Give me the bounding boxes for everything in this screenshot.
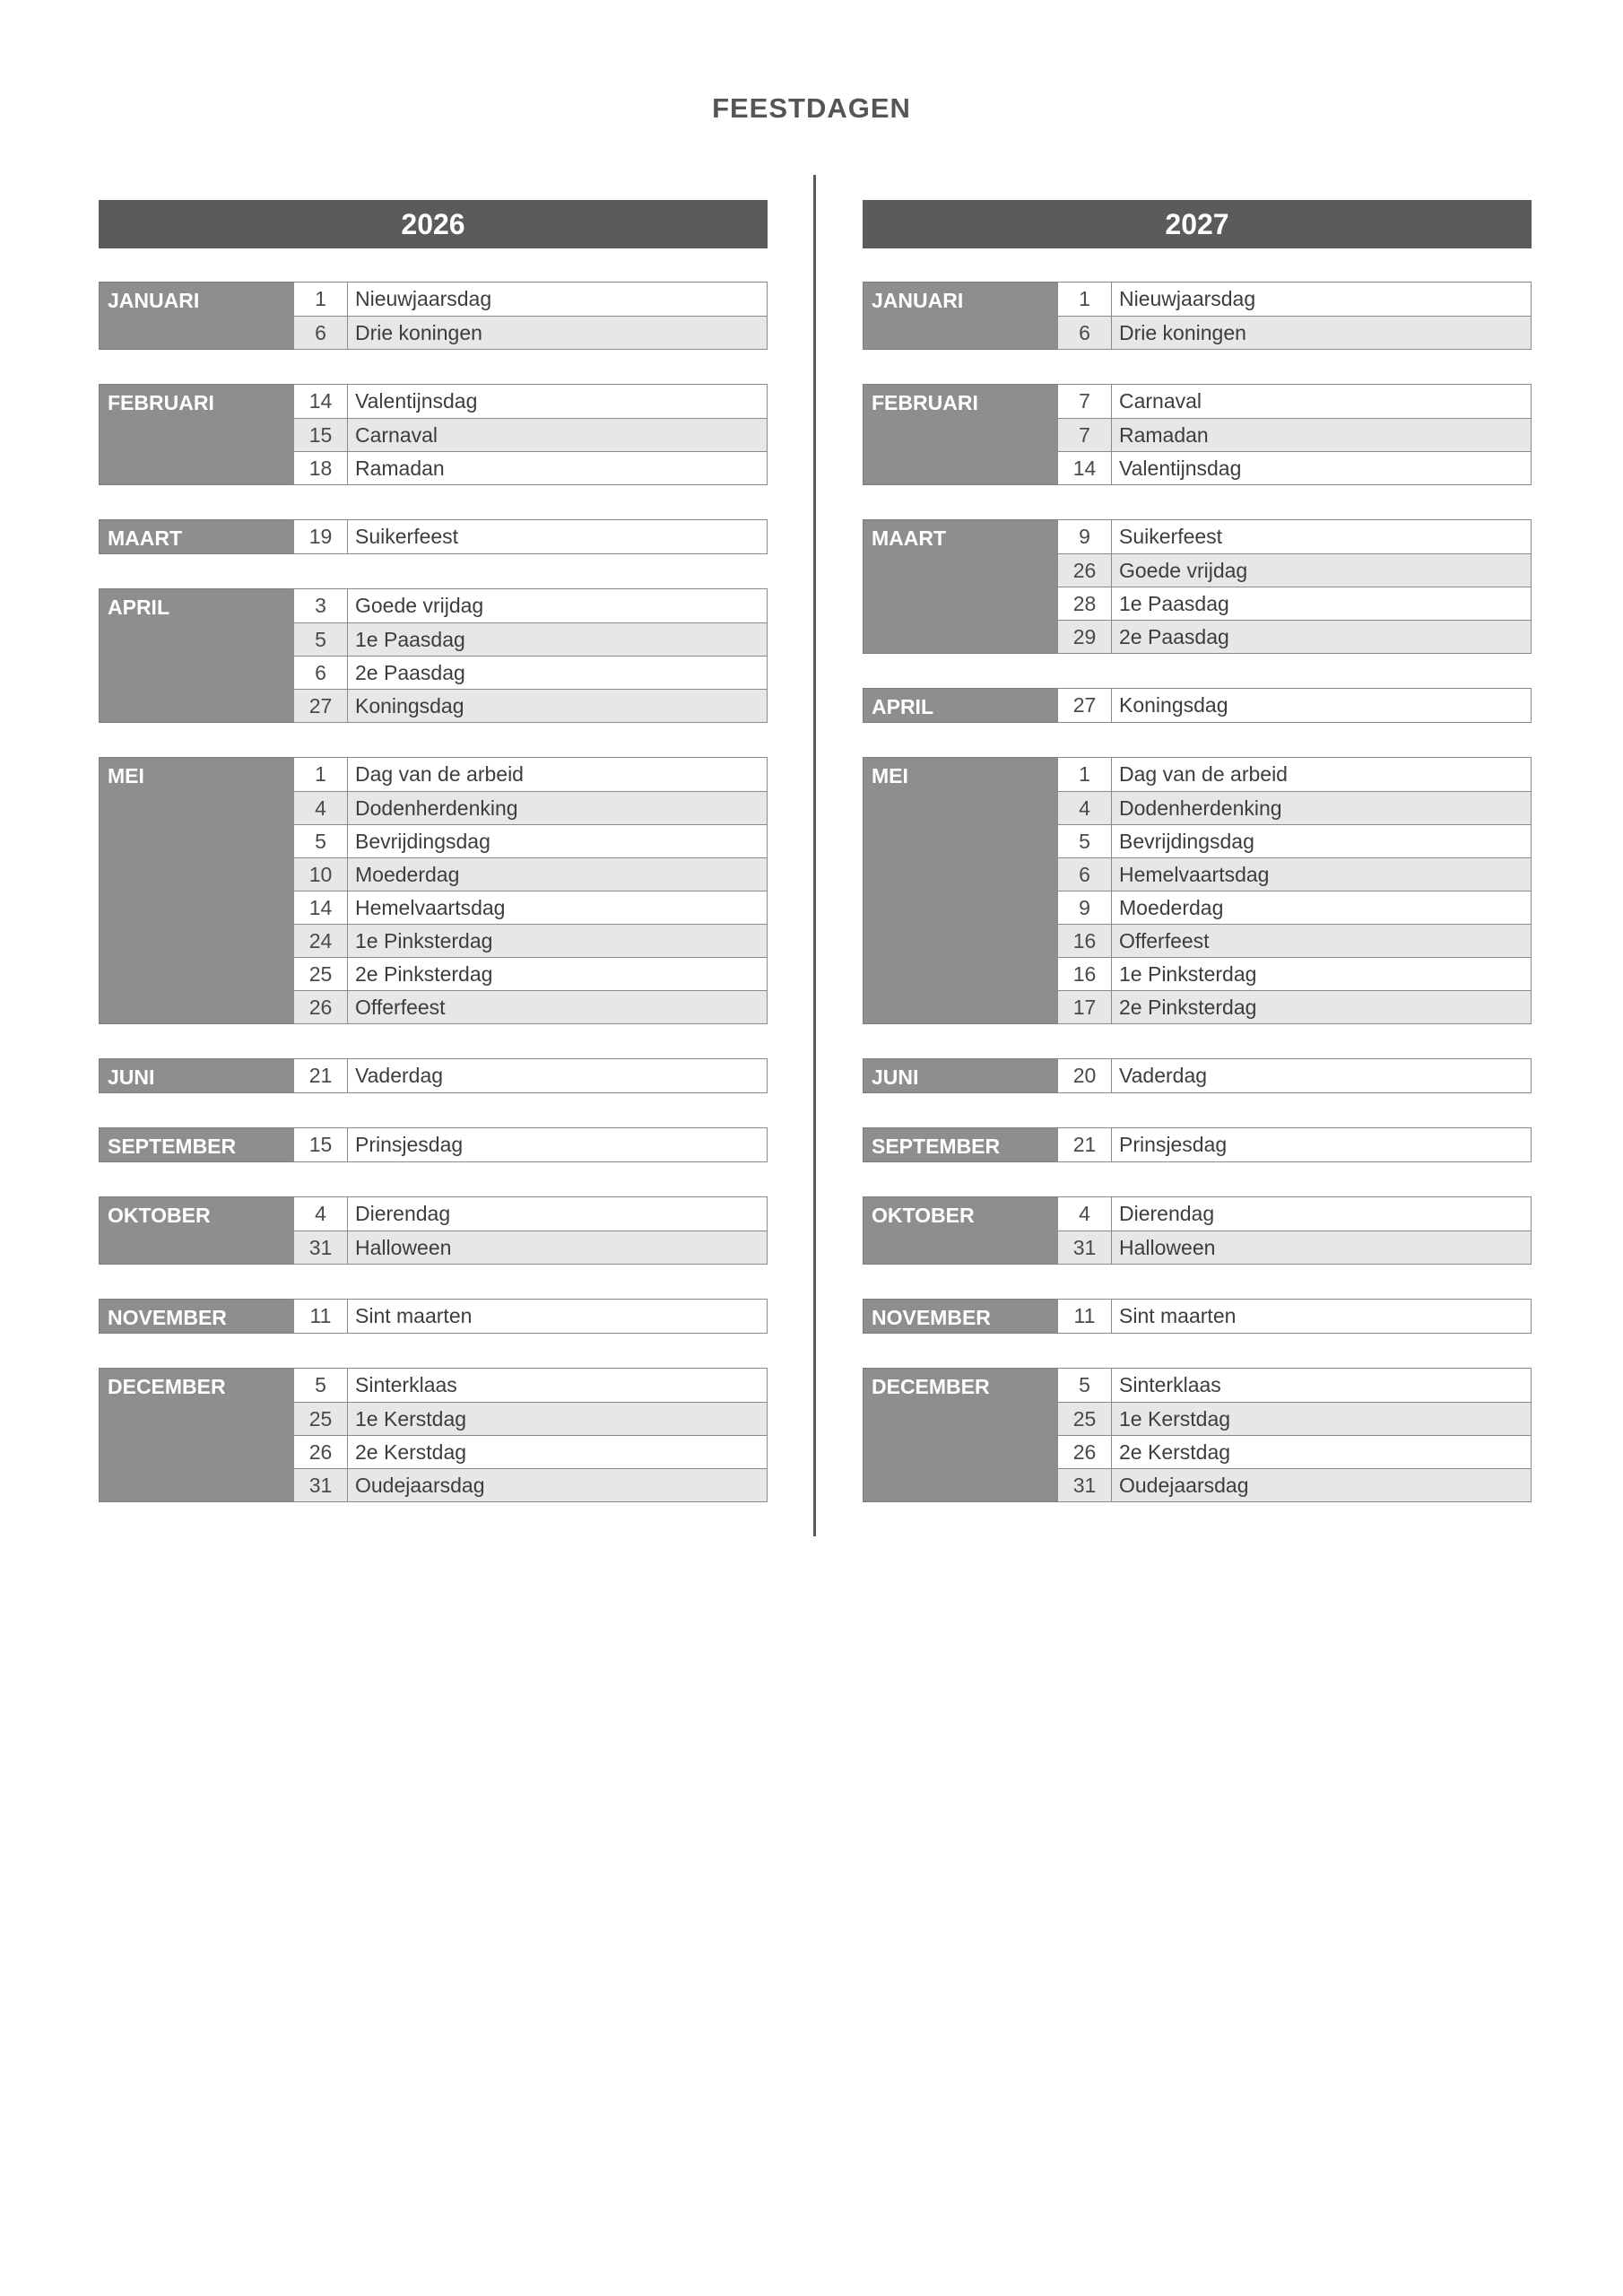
- month-block: [99, 1058, 768, 1093]
- month-list: [863, 282, 1532, 1502]
- holiday-row: [1058, 791, 1531, 824]
- holiday-name: 2e Paasdag: [1119, 624, 1229, 648]
- holiday-day: 5: [294, 825, 348, 857]
- holiday-name: Drie koningen: [1119, 320, 1246, 344]
- holiday-row: [294, 824, 767, 857]
- holiday-name: 1e Paasdag: [355, 627, 465, 651]
- holiday-row: [294, 520, 767, 553]
- month-name: FEBRUARI: [99, 384, 293, 485]
- holiday-name: Drie koningen: [355, 320, 482, 344]
- holiday-name: Halloween: [1119, 1235, 1216, 1259]
- holiday-table: [293, 1196, 768, 1265]
- holiday-row: [1058, 283, 1531, 316]
- holiday-row: [1058, 857, 1531, 891]
- month-block: [99, 519, 768, 554]
- holiday-row: [294, 1128, 767, 1161]
- holiday-day: 29: [1058, 621, 1112, 653]
- holiday-day: 18: [294, 452, 348, 484]
- holiday-row: [294, 1468, 767, 1501]
- holiday-table: [293, 1127, 768, 1162]
- holiday-day: 31: [1058, 1231, 1112, 1264]
- year-column-right: [863, 200, 1532, 1536]
- holiday-name: 2e Kerstdag: [1119, 1439, 1231, 1464]
- month-block: [863, 1196, 1532, 1265]
- holiday-day: 26: [294, 991, 348, 1023]
- holiday-table: [1057, 282, 1532, 350]
- month-name: OKTOBER: [99, 1196, 293, 1265]
- holiday-name: 1e Pinksterdag: [1119, 961, 1257, 986]
- holiday-name: Valentijnsdag: [1119, 456, 1242, 480]
- holiday-name: Dierendag: [1119, 1202, 1215, 1225]
- holiday-day: 6: [1058, 858, 1112, 891]
- holiday-row: [294, 1435, 767, 1468]
- holiday-table: [293, 757, 768, 1024]
- holiday-row: [294, 656, 767, 689]
- holiday-name: Vaderdag: [355, 1064, 444, 1087]
- holiday-day: 6: [1058, 317, 1112, 349]
- holiday-name: Ramadan: [355, 456, 445, 480]
- month-name: DECEMBER: [99, 1368, 293, 1502]
- holiday-table: [293, 384, 768, 485]
- holiday-name: Prinsjesdag: [355, 1133, 464, 1156]
- holiday-row: [1058, 957, 1531, 990]
- holiday-day: 24: [294, 925, 348, 957]
- holiday-row: [1058, 891, 1531, 924]
- holiday-table: [1057, 1368, 1532, 1502]
- holiday-name: Moederdag: [355, 862, 460, 886]
- holiday-day: 5: [294, 1369, 348, 1402]
- holiday-name: 1e Kerstdag: [355, 1406, 467, 1431]
- holiday-name: Halloween: [355, 1235, 452, 1259]
- holiday-name: Sint maarten: [355, 1304, 473, 1327]
- holiday-day: 19: [294, 520, 348, 553]
- holiday-table: [1057, 1196, 1532, 1265]
- holiday-day: 1: [1058, 758, 1112, 791]
- holiday-name: Koningsdag: [355, 693, 464, 718]
- holiday-row: [294, 891, 767, 924]
- month-block: [863, 1299, 1532, 1334]
- holiday-day: 14: [294, 891, 348, 924]
- holiday-day: 28: [1058, 587, 1112, 620]
- holiday-table: [1057, 1299, 1532, 1334]
- month-block: [99, 1127, 768, 1162]
- holiday-day: 1: [294, 758, 348, 791]
- month-name: JANUARI: [863, 282, 1057, 350]
- holiday-name: Prinsjesdag: [1119, 1133, 1228, 1156]
- holiday-name: Dodenherdenking: [1119, 796, 1282, 820]
- holiday-row: [1058, 1059, 1531, 1092]
- holiday-name: Nieuwjaarsdag: [1119, 287, 1256, 310]
- holiday-row: [294, 316, 767, 349]
- holiday-day: 4: [294, 792, 348, 824]
- holiday-day: 26: [1058, 554, 1112, 587]
- holiday-row: [1058, 1197, 1531, 1231]
- holiday-day: 26: [294, 1436, 348, 1468]
- holiday-row: [1058, 1369, 1531, 1402]
- holiday-table: [293, 1299, 768, 1334]
- holiday-day: 7: [1058, 419, 1112, 451]
- holiday-row: [294, 1197, 767, 1231]
- page-title: FEESTDAGEN: [712, 92, 911, 124]
- holiday-name: Goede vrijdag: [355, 594, 484, 617]
- holiday-name: Dag van de arbeid: [1119, 762, 1288, 786]
- month-name: FEBRUARI: [863, 384, 1057, 485]
- holiday-table: [1057, 1058, 1532, 1093]
- holiday-name: 1e Pinksterdag: [355, 928, 493, 952]
- month-block: [99, 588, 768, 723]
- month-block: [863, 384, 1532, 485]
- holiday-row: [294, 758, 767, 791]
- holiday-name: 2e Kerstdag: [355, 1439, 467, 1464]
- holiday-row: [294, 857, 767, 891]
- holiday-row: [1058, 553, 1531, 587]
- holiday-day: 20: [1058, 1059, 1112, 1092]
- holiday-row: [1058, 990, 1531, 1023]
- holiday-row: [1058, 758, 1531, 791]
- holiday-row: [294, 418, 767, 451]
- month-name: APRIL: [863, 688, 1057, 723]
- holiday-table: [293, 282, 768, 350]
- month-name: MEI: [99, 757, 293, 1024]
- holiday-name: Goede vrijdag: [1119, 558, 1248, 582]
- holiday-name: Sinterklaas: [355, 1373, 457, 1396]
- month-name: NOVEMBER: [863, 1299, 1057, 1334]
- year-header: 2027: [863, 200, 1532, 248]
- holiday-table: [1057, 519, 1532, 654]
- holiday-row: [294, 1402, 767, 1435]
- holiday-row: [1058, 689, 1531, 722]
- holiday-day: 5: [294, 623, 348, 656]
- month-name: JANUARI: [99, 282, 293, 350]
- holiday-day: 15: [294, 419, 348, 451]
- month-name: JUNI: [99, 1058, 293, 1093]
- month-block: [863, 757, 1532, 1024]
- month-name: DECEMBER: [863, 1368, 1057, 1502]
- holiday-day: 27: [1058, 689, 1112, 722]
- holiday-day: 9: [1058, 520, 1112, 553]
- holiday-day: 5: [1058, 1369, 1112, 1402]
- holiday-row: [294, 1231, 767, 1264]
- holiday-day: 11: [1058, 1300, 1112, 1333]
- holiday-table: [1057, 384, 1532, 485]
- month-name: MAART: [99, 519, 293, 554]
- holiday-name: Valentijnsdag: [355, 389, 478, 413]
- holiday-day: 16: [1058, 958, 1112, 990]
- month-block: [863, 688, 1532, 723]
- month-block: [863, 282, 1532, 350]
- column-divider: [813, 175, 816, 1536]
- holiday-table: [1057, 688, 1532, 723]
- holiday-name: Hemelvaartsdag: [1119, 862, 1270, 886]
- holiday-day: 16: [1058, 925, 1112, 957]
- holiday-day: 27: [294, 690, 348, 722]
- holiday-day: 15: [294, 1128, 348, 1161]
- month-block: [863, 1368, 1532, 1502]
- holiday-name: Carnaval: [1119, 389, 1202, 413]
- holiday-row: [294, 924, 767, 957]
- month-list: [99, 282, 768, 1502]
- holiday-table: [293, 519, 768, 554]
- holiday-day: 31: [1058, 1469, 1112, 1501]
- holiday-day: 25: [1058, 1403, 1112, 1435]
- holiday-row: [1058, 620, 1531, 653]
- holiday-day: 31: [294, 1231, 348, 1264]
- holiday-day: 3: [294, 589, 348, 622]
- holiday-row: [294, 990, 767, 1023]
- holiday-row: [1058, 1468, 1531, 1501]
- holiday-row: [1058, 1402, 1531, 1435]
- holiday-row: [294, 1300, 767, 1333]
- holiday-row: [294, 957, 767, 990]
- month-block: [99, 757, 768, 1024]
- holiday-row: [294, 791, 767, 824]
- holiday-name: 2e Paasdag: [355, 660, 465, 684]
- holiday-row: [294, 451, 767, 484]
- holiday-row: [294, 1059, 767, 1092]
- holiday-name: Bevrijdingsdag: [1119, 829, 1254, 853]
- holiday-row: [294, 689, 767, 722]
- holiday-day: 1: [294, 283, 348, 316]
- month-name: SEPTEMBER: [863, 1127, 1057, 1162]
- holiday-name: Suikerfeest: [355, 525, 459, 548]
- month-name: MEI: [863, 757, 1057, 1024]
- holiday-name: 2e Pinksterdag: [1119, 995, 1257, 1019]
- holiday-name: Dodenherdenking: [355, 796, 518, 820]
- holiday-name: Vaderdag: [1119, 1064, 1208, 1087]
- holiday-name: 1e Kerstdag: [1119, 1406, 1231, 1431]
- holiday-day: 26: [1058, 1436, 1112, 1468]
- holiday-row: [1058, 1300, 1531, 1333]
- holiday-day: 21: [1058, 1128, 1112, 1161]
- holiday-day: 4: [1058, 1197, 1112, 1231]
- month-name: APRIL: [99, 588, 293, 723]
- holiday-table: [293, 1368, 768, 1502]
- month-block: [99, 1196, 768, 1265]
- holiday-day: 1: [1058, 283, 1112, 316]
- month-block: [99, 282, 768, 350]
- holiday-name: Offerfeest: [1119, 928, 1210, 952]
- holiday-row: [1058, 451, 1531, 484]
- holiday-name: 2e Pinksterdag: [355, 961, 493, 986]
- holiday-day: 5: [1058, 825, 1112, 857]
- month-name: MAART: [863, 519, 1057, 654]
- holiday-row: [1058, 924, 1531, 957]
- holiday-name: Moederdag: [1119, 895, 1224, 919]
- holiday-day: 31: [294, 1469, 348, 1501]
- month-block: [863, 1127, 1532, 1162]
- month-name: OKTOBER: [863, 1196, 1057, 1265]
- month-name: JUNI: [863, 1058, 1057, 1093]
- holiday-row: [1058, 418, 1531, 451]
- holiday-table: [1057, 757, 1532, 1024]
- holiday-row: [294, 589, 767, 622]
- holiday-row: [294, 283, 767, 316]
- holiday-name: Ramadan: [1119, 422, 1209, 447]
- holiday-name: Oudejaarsdag: [1119, 1473, 1249, 1497]
- holiday-row: [1058, 1128, 1531, 1161]
- holiday-name: Sint maarten: [1119, 1304, 1237, 1327]
- holiday-row: [294, 622, 767, 656]
- holiday-name: Koningsdag: [1119, 693, 1228, 717]
- holiday-row: [1058, 385, 1531, 418]
- holiday-row: [1058, 1435, 1531, 1468]
- month-block: [99, 1368, 768, 1502]
- holiday-day: 4: [294, 1197, 348, 1231]
- holiday-name: Dierendag: [355, 1202, 451, 1225]
- holiday-row: [1058, 1231, 1531, 1264]
- holiday-day: 6: [294, 657, 348, 689]
- holiday-table: [293, 1058, 768, 1093]
- holiday-row: [1058, 316, 1531, 349]
- holiday-row: [1058, 824, 1531, 857]
- holiday-day: 7: [1058, 385, 1112, 418]
- holiday-day: 11: [294, 1300, 348, 1333]
- month-block: [99, 384, 768, 485]
- holiday-name: 1e Paasdag: [1119, 591, 1229, 615]
- month-name: SEPTEMBER: [99, 1127, 293, 1162]
- holiday-row: [1058, 520, 1531, 553]
- holiday-row: [1058, 587, 1531, 620]
- holiday-day: 9: [1058, 891, 1112, 924]
- month-block: [863, 1058, 1532, 1093]
- holiday-day: 25: [294, 1403, 348, 1435]
- holiday-table: [293, 588, 768, 723]
- holiday-day: 17: [1058, 991, 1112, 1023]
- holiday-table: [1057, 1127, 1532, 1162]
- month-name: NOVEMBER: [99, 1299, 293, 1334]
- holiday-name: Suikerfeest: [1119, 525, 1223, 548]
- holiday-row: [294, 1369, 767, 1402]
- holiday-name: Carnaval: [355, 422, 438, 447]
- holiday-row: [294, 385, 767, 418]
- month-block: [863, 519, 1532, 654]
- year-column-left: [99, 200, 768, 1536]
- holiday-day: 25: [294, 958, 348, 990]
- holiday-name: Oudejaarsdag: [355, 1473, 485, 1497]
- year-header: 2026: [99, 200, 768, 248]
- holiday-day: 21: [294, 1059, 348, 1092]
- holiday-name: Sinterklaas: [1119, 1373, 1221, 1396]
- month-block: [99, 1299, 768, 1334]
- holiday-day: 14: [1058, 452, 1112, 484]
- holiday-name: Bevrijdingsdag: [355, 829, 490, 853]
- holiday-day: 10: [294, 858, 348, 891]
- holiday-name: Dag van de arbeid: [355, 762, 524, 786]
- holiday-name: Hemelvaartsdag: [355, 895, 506, 919]
- holiday-name: Nieuwjaarsdag: [355, 287, 492, 310]
- holiday-day: 4: [1058, 792, 1112, 824]
- holiday-day: 6: [294, 317, 348, 349]
- holiday-day: 14: [294, 385, 348, 418]
- holiday-name: Offerfeest: [355, 995, 446, 1019]
